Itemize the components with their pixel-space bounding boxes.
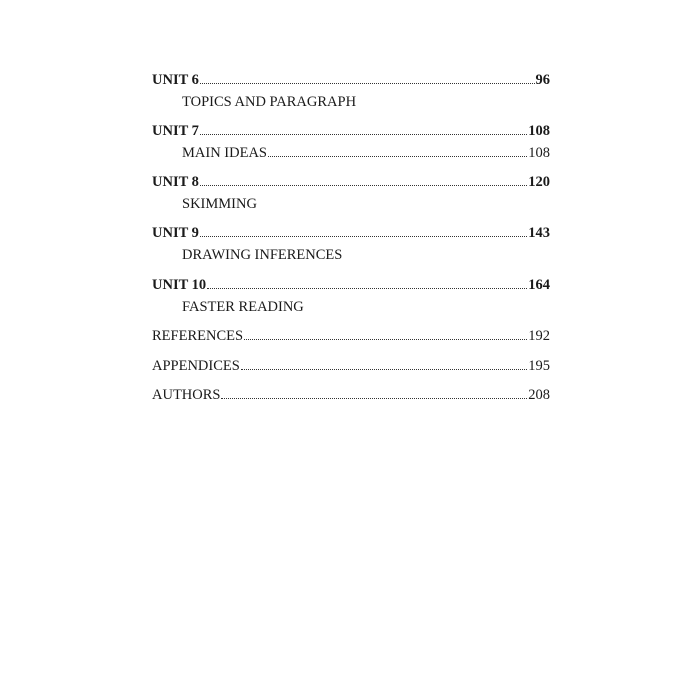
toc-entry-page: 192 (528, 328, 550, 344)
toc-entry-references[interactable] (152, 329, 550, 344)
toc-entry-label: AUTHORS (152, 387, 221, 403)
toc-entry-label: REFERENCES (152, 328, 244, 344)
toc-subentry-topics-and-paragraph[interactable]: TOPICS AND PARAGRAPH (182, 94, 357, 110)
toc-entry-unit-9[interactable] (152, 226, 550, 241)
toc-entry-unit-8[interactable] (152, 175, 550, 190)
toc-entry-label: UNIT 10 (152, 277, 207, 293)
toc-entry-page: 143 (528, 225, 550, 241)
toc-entry-appendices[interactable] (152, 359, 550, 374)
toc-entry-page: 208 (528, 387, 550, 403)
toc-entry-label: APPENDICES (152, 358, 240, 374)
dot-leader (244, 330, 527, 340)
dot-leader (268, 147, 527, 157)
toc-subentry-drawing-inferences[interactable]: DRAWING INFERENCES (182, 247, 343, 263)
dot-leader (200, 125, 527, 135)
toc-subentry-main-ideas[interactable] (182, 146, 550, 161)
dot-leader (241, 360, 527, 370)
toc-entry-unit-7[interactable] (152, 124, 550, 139)
toc-subentry-faster-reading[interactable]: FASTER READING (182, 299, 304, 315)
toc-entry-authors[interactable] (152, 388, 550, 403)
toc-entry-page: 195 (528, 358, 550, 374)
toc-entry-unit-6[interactable] (152, 73, 550, 88)
toc-entry-page: 164 (528, 277, 550, 293)
dot-leader (221, 389, 527, 399)
toc-entry-label: UNIT 6 (152, 72, 199, 88)
toc-entry-page: 108 (528, 123, 550, 139)
toc-entry-label: UNIT 9 (152, 225, 199, 241)
toc-entry-label: UNIT 7 (152, 123, 199, 139)
toc-entry-page: 120 (528, 174, 550, 190)
toc-entry-page: 96 (535, 72, 550, 88)
toc-subentry-label: MAIN IDEAS (182, 145, 267, 161)
dot-leader (207, 279, 527, 289)
toc-subentry-skimming[interactable]: SKIMMING (182, 196, 257, 212)
dot-leader (200, 227, 527, 237)
dot-leader (200, 176, 527, 186)
toc-subentry-page: 108 (528, 145, 550, 161)
toc-entry-label: UNIT 8 (152, 174, 199, 190)
dot-leader (200, 74, 535, 84)
toc-entry-unit-10[interactable] (152, 278, 550, 293)
